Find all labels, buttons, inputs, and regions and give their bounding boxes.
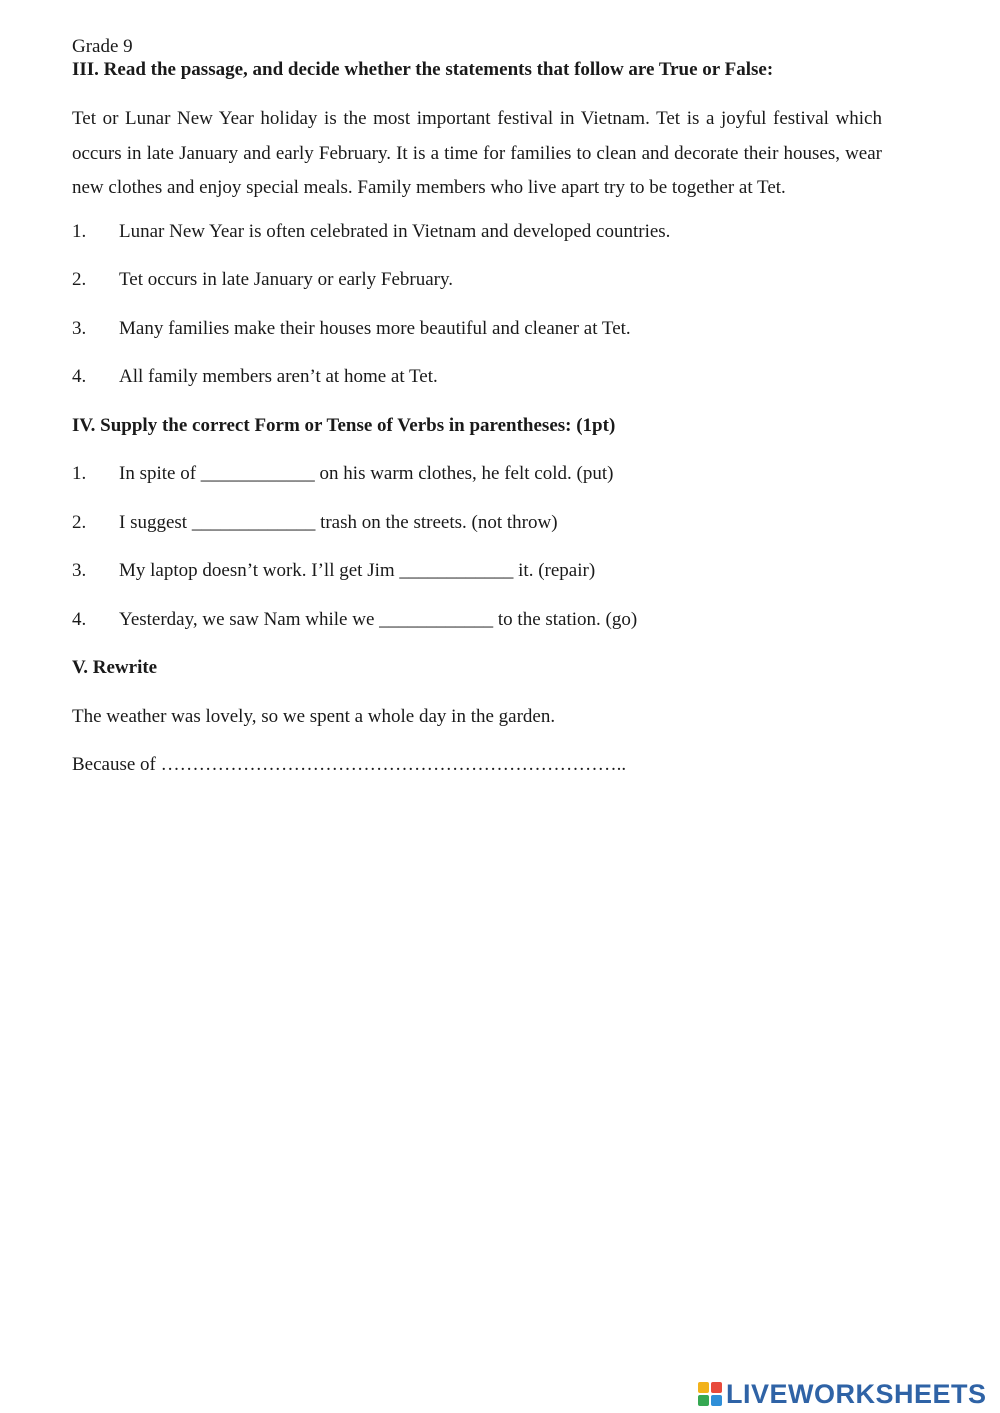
item-number: 4. [72,366,87,388]
exercise-text: My laptop doesn’t work. I’ll get Jim ____________ it. (repair) [119,560,596,582]
list-item [72,596,882,645]
item-number: 1. [72,463,87,485]
true-false-list [72,208,882,402]
statement-text: All family members aren’t at home at Tet. [119,366,438,388]
worksheet-page [72,36,882,790]
grade-label: Grade 9 [72,36,133,57]
exercise-text: Yesterday, we saw Nam while we ____________ to the station. (go) [119,608,638,630]
exercise-text: I suggest _____________ trash on the streets. (not throw) [119,511,558,533]
logo-square [698,1382,709,1393]
statement-text: Tet occurs in late January or early February. [119,269,454,291]
item-number: 3. [72,317,87,339]
logo-text: LIVEWORKSHEETS [726,1379,987,1409]
list-item [72,499,882,548]
verb-form-list [72,450,882,644]
item-number: 2. [72,511,87,533]
rewrite-sentence: The weather was lovely, so we spent a whole day in the garden. [72,705,556,727]
section-3-heading: III. Read the passage, and decide whether the statements that follow are True or False: [72,59,774,80]
statement-text: Lunar New Year is often celebrated in Vietnam and developed countries. [119,220,671,242]
list-item [72,208,882,257]
logo-square [711,1395,722,1406]
list-item [72,305,882,354]
item-number: 3. [72,560,87,582]
item-number: 1. [72,220,87,242]
logo-square [711,1382,722,1393]
list-item [72,353,882,402]
reading-passage: Tet or Lunar New Year holiday is the most important festival in Vietnam. Tet is a joyful festival which occurs in late January and early February. It is a time for families to clean and decorate their houses, wear new clothes and enjoy special meals. Family members who live apart try to be together at Tet. [72,108,882,198]
list-item [72,450,882,499]
list-item [72,547,882,596]
statement-text: Many families make their houses more beautiful and cleaner at Tet. [119,317,631,339]
liveworksheets-logo [698,1378,987,1410]
rewrite-answer-line: Because of ……………………………………………………………….. [72,754,627,776]
exercise-text: In spite of ____________ on his warm clothes, he felt cold. (put) [119,463,614,485]
section-4-heading: IV. Supply the correct Form or Tense of Verbs in parentheses: (1pt) [72,414,616,436]
section-5-heading: V. Rewrite [72,657,158,679]
item-number: 2. [72,269,87,291]
logo-square [698,1395,709,1406]
logo-grid-icon [698,1382,722,1406]
item-number: 4. [72,608,87,630]
list-item [72,256,882,305]
